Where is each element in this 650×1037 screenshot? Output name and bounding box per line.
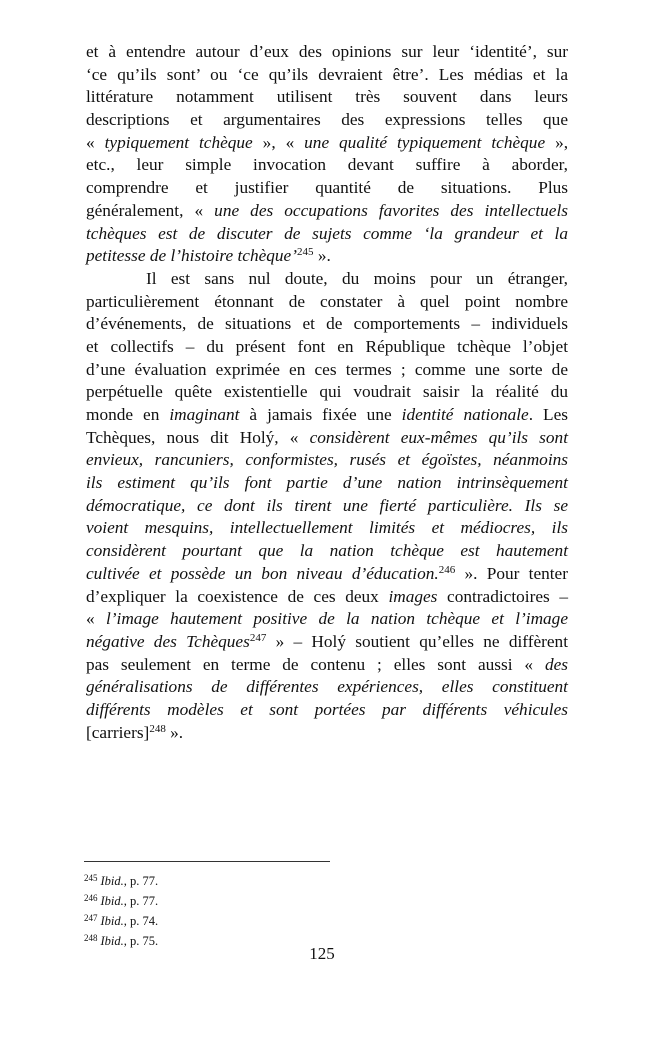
page-number-container xyxy=(0,944,650,964)
italic-text: des xyxy=(544,654,568,674)
italic-text: petitesse de l’histoire tchèque’ xyxy=(86,246,297,266)
text-run: généralement, « xyxy=(86,200,215,220)
footnote-number: 245 xyxy=(84,873,98,883)
text-run: ». xyxy=(165,722,184,742)
text-line xyxy=(86,381,568,404)
italic-text: typiquement tchèque xyxy=(104,132,253,152)
text-run: d’événements, de situations et de comportements – individuels xyxy=(86,314,568,334)
text-line xyxy=(86,631,568,654)
text-line xyxy=(86,472,568,495)
footnote-ref-text: Ibid. xyxy=(100,934,124,948)
italic-text: voient mesquins, intellectuellement limités et médiocres, ils xyxy=(86,518,568,538)
text-run: etc., leur simple invocation devant suffire à aborder, xyxy=(86,155,568,175)
text-run: d’une évaluation exprimée en ces termes ; comme une sorte de xyxy=(86,359,568,379)
text-line xyxy=(86,722,568,745)
body-text xyxy=(86,41,568,744)
text-line xyxy=(86,563,568,586)
text-line xyxy=(86,154,568,177)
italic-text: l’image hautement positive de la nation tchèque et l’image xyxy=(105,609,568,629)
text-run: Tchèques, nous dit Holý, « xyxy=(86,427,310,447)
italic-text: généralisations de différentes expériences, elles constituent xyxy=(86,677,568,697)
text-line xyxy=(86,359,568,382)
text-run: pas seulement en terme de contenu ; elles sont aussi « xyxy=(86,654,545,674)
italic-text: tchèques est de discuter de sujets comme ‘la grandeur et la xyxy=(86,223,568,243)
text-line xyxy=(86,676,568,699)
text-run: », « xyxy=(252,132,305,152)
text-run: . Les xyxy=(528,405,568,424)
text-line xyxy=(86,336,568,359)
footnote-number: 248 xyxy=(84,933,98,943)
text-line xyxy=(86,200,568,223)
italic-text: cultivée et possède un bon niveau d’éducation. xyxy=(86,563,439,583)
text-line xyxy=(86,132,568,155)
italic-text: identité nationale xyxy=(401,405,529,424)
text-run: et collectifs – du présent font en République tchèque l’objet xyxy=(86,336,568,356)
italic-text: envieux, rancuniers, conformistes, rusés et égoïstes, néanmoins xyxy=(86,450,568,470)
italic-text: démocratique, ce dont ils tirent une fierté particulière. Ils se xyxy=(86,495,568,515)
text-run: » – Holý soutient qu’elles ne diffèrent xyxy=(266,631,568,651)
text-run: à jamais fixée une xyxy=(239,405,402,424)
text-line xyxy=(86,608,568,631)
text-line xyxy=(86,540,568,563)
footnote-ref: 248 xyxy=(149,722,166,735)
italic-text: une qualité typiquement tchèque xyxy=(304,132,546,152)
text-line xyxy=(86,427,568,450)
footnote-separator xyxy=(84,861,330,862)
text-run: particulièrement étonnant de constater à quel point nombre xyxy=(86,291,568,311)
text-run: ». xyxy=(313,246,331,266)
italic-text: différents modèles et sont portées par différents véhicules xyxy=(86,699,568,719)
text-run: Il est sans nul doute, du moins pour un étranger, xyxy=(146,268,568,288)
text-line xyxy=(86,245,568,268)
italic-text: considèrent eux-mêmes qu’ils sont xyxy=(309,427,568,447)
text-line xyxy=(86,64,568,87)
footnote-ref: 245 xyxy=(297,246,314,259)
text-line xyxy=(86,404,568,427)
footnote-ref: 247 xyxy=(249,631,267,644)
italic-text: une des occupations favorites des intellectuels xyxy=(214,200,568,220)
text-run: contradictoires – xyxy=(437,586,568,606)
text-line xyxy=(86,177,568,200)
italic-text: images xyxy=(388,586,438,606)
text-run: perpétuelle quête existentielle qui voudrait saisir la réalité du xyxy=(86,382,568,402)
text-line xyxy=(86,654,568,677)
text-run: ». Pour tenter xyxy=(455,563,568,583)
text-run: monde en xyxy=(86,405,170,424)
text-line xyxy=(86,41,568,64)
footnote-ref-text: Ibid. xyxy=(100,914,124,928)
text-run: comprendre et justifier quantité de situations. Plus xyxy=(86,178,568,198)
footnote-ref-text: Ibid. xyxy=(100,874,124,888)
text-run: d’expliquer la coexistence de ces deux xyxy=(86,586,389,606)
footnote-page: , p. 74. xyxy=(123,914,159,928)
footnote-number: 247 xyxy=(84,913,98,923)
italic-text: imaginant xyxy=(169,405,240,424)
footnote-page: , p. 75. xyxy=(123,934,159,948)
text-line xyxy=(86,291,568,314)
text-line xyxy=(86,223,568,246)
text-line xyxy=(86,495,568,518)
text-run: [carriers] xyxy=(86,722,150,742)
italic-text: négative des Tchèques xyxy=(86,631,250,651)
text-line xyxy=(86,517,568,540)
footnote-page: , p. 77. xyxy=(123,894,159,908)
text-line xyxy=(86,86,568,109)
footnote xyxy=(84,890,158,910)
footnote-number: 246 xyxy=(84,893,98,903)
italic-text: considèrent pourtant que la nation tchèque est hautement xyxy=(86,541,568,561)
footnote-ref-text: Ibid. xyxy=(100,894,124,908)
text-run: littérature notamment utilisent très souvent dans leurs xyxy=(86,87,568,107)
footnote-ref: 246 xyxy=(438,563,456,576)
text-run: », xyxy=(545,132,569,152)
text-line xyxy=(86,449,568,472)
text-line xyxy=(86,699,568,722)
footnotes xyxy=(84,870,158,950)
text-run: descriptions et argumentaires des expressions telles que xyxy=(86,110,568,130)
text-run: « xyxy=(86,609,106,629)
footnote-page: , p. 77. xyxy=(123,874,159,888)
text-line xyxy=(86,586,568,609)
footnote xyxy=(84,910,158,930)
text-run: « xyxy=(86,132,105,152)
text-run: et à entendre autour d’eux des opinions sur leur ‘identité’, sur xyxy=(86,42,568,61)
footnote xyxy=(84,870,158,890)
italic-text: ils estiment qu’ils font partie d’une nation intrinsèquement xyxy=(86,473,568,493)
text-line xyxy=(86,109,568,132)
page-number: 125 xyxy=(309,944,335,963)
text-line xyxy=(86,268,568,291)
text-run: ‘ce qu’ils sont’ ou ‘ce qu’ils devraient être’. Les médias et la xyxy=(86,64,568,84)
text-line xyxy=(86,313,568,336)
